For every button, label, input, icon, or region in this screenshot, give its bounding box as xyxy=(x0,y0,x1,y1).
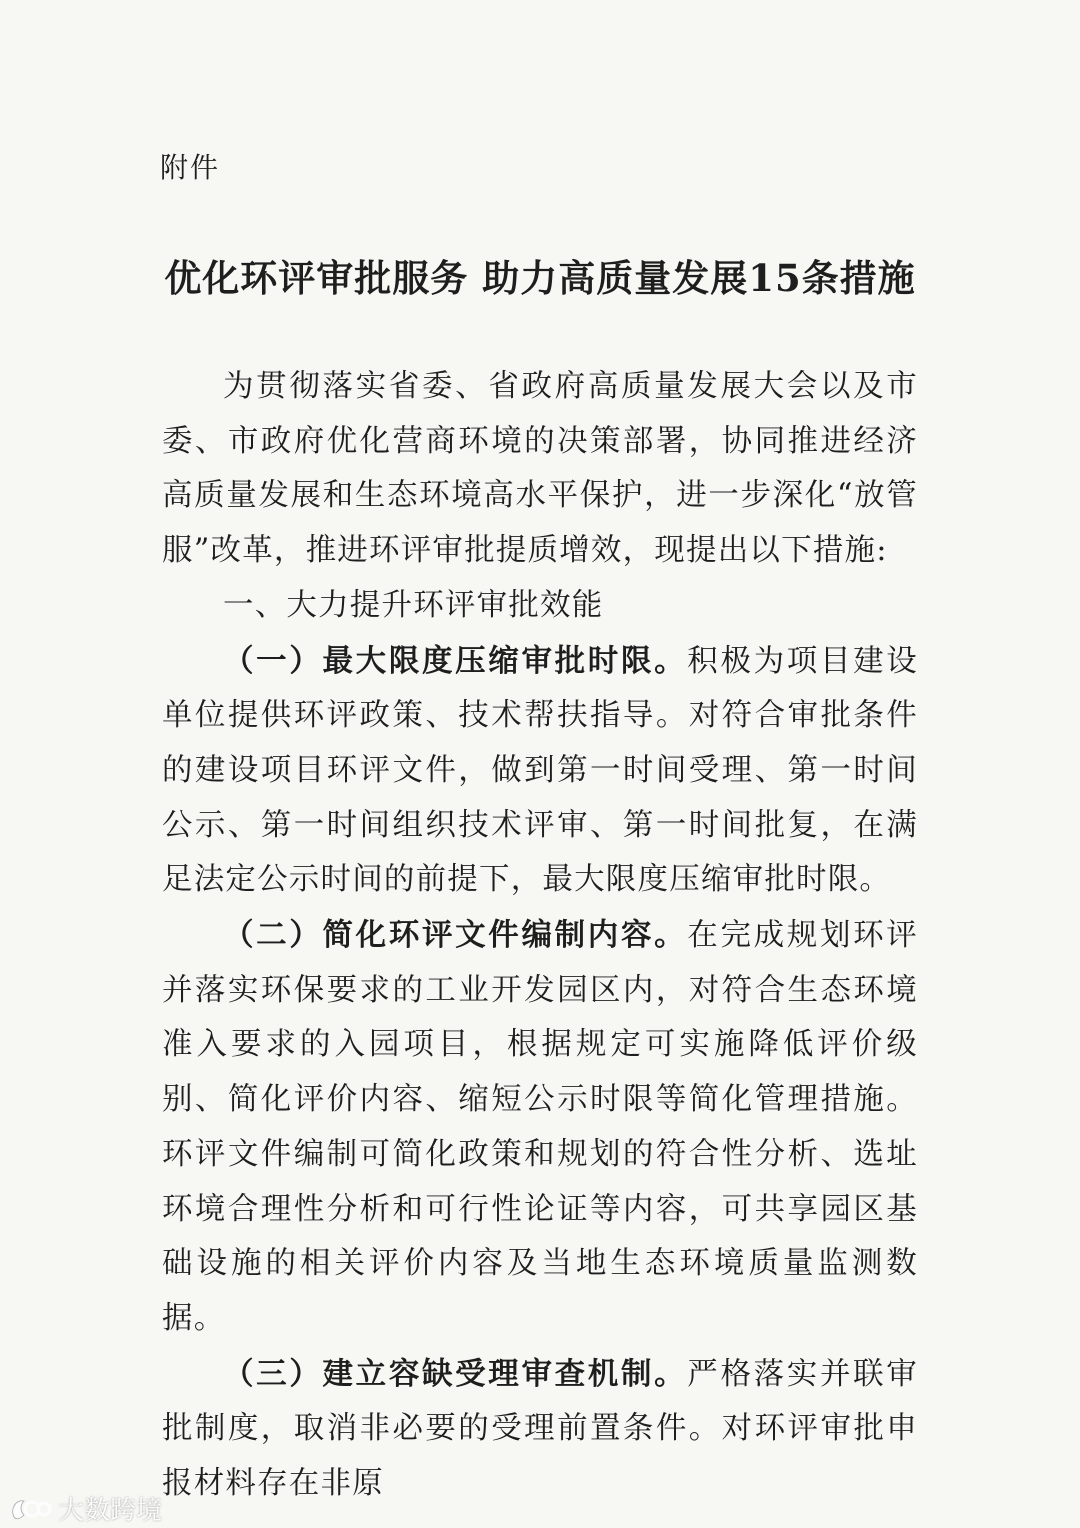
document-title: 优化环评审批服务 助力高质量发展15条措施 xyxy=(164,256,916,300)
attachment-label: 附件 xyxy=(160,151,221,184)
document-body xyxy=(162,360,918,1512)
measure-item-3-text: 严格落实并联审批制度，取消非必要的受理前置条件。对环评审批申报材料存在非原 xyxy=(162,1356,918,1502)
section-heading: 一、大力提升环评审批效能 xyxy=(223,587,604,623)
measure-item-1-text: 积极为项目建设单位提供环评政策、技术帮扶指导。对符合审批条件的建设项目环评文件，做到第一时间受理、第一时间公示、第一时间组织技术评审、第一时间批复，在满足法定公示时间的前提下，最大限度压缩审批时限。 xyxy=(162,643,918,898)
watermark-text: 大数跨境 xyxy=(58,1496,163,1526)
watermark xyxy=(8,1490,162,1527)
intro-paragraph: 为贯彻落实省委、省政府高质量发展大会以及市委、市政府优化营商环境的决策部署，协同推进经济高质量发展和生态环境高水平保护，进一步深化“放管服”改革，推进环评审批提质增效，现提出以下措施: xyxy=(162,369,918,569)
watermark-logo-icon xyxy=(8,1495,52,1523)
measure-item-1 xyxy=(162,634,918,909)
measure-item-1-lead: （一）最大限度压缩审批时限。 xyxy=(223,642,688,679)
measure-item-2-text: 在完成规划环评并落实环保要求的工业开发园区内，对符合生态环境准入要求的入园项目，根据规定可实施降低评价级别、简化评价内容、缩短公示时限等简化管理措施。环评文件编制可简化政策和规划的符合性分析、选址环境合理性分析和可行性论证等内容，可共享园区基础设施的相关评价内容及当地生态环境质量监测数据。 xyxy=(162,918,918,1336)
measure-item-2 xyxy=(162,908,918,1347)
measure-item-2-lead: （二）简化环评文件编制内容。 xyxy=(223,917,688,954)
measure-item-3 xyxy=(162,1347,918,1512)
measure-item-3-lead: （三）建立容缺受理审查机制。 xyxy=(223,1355,688,1392)
